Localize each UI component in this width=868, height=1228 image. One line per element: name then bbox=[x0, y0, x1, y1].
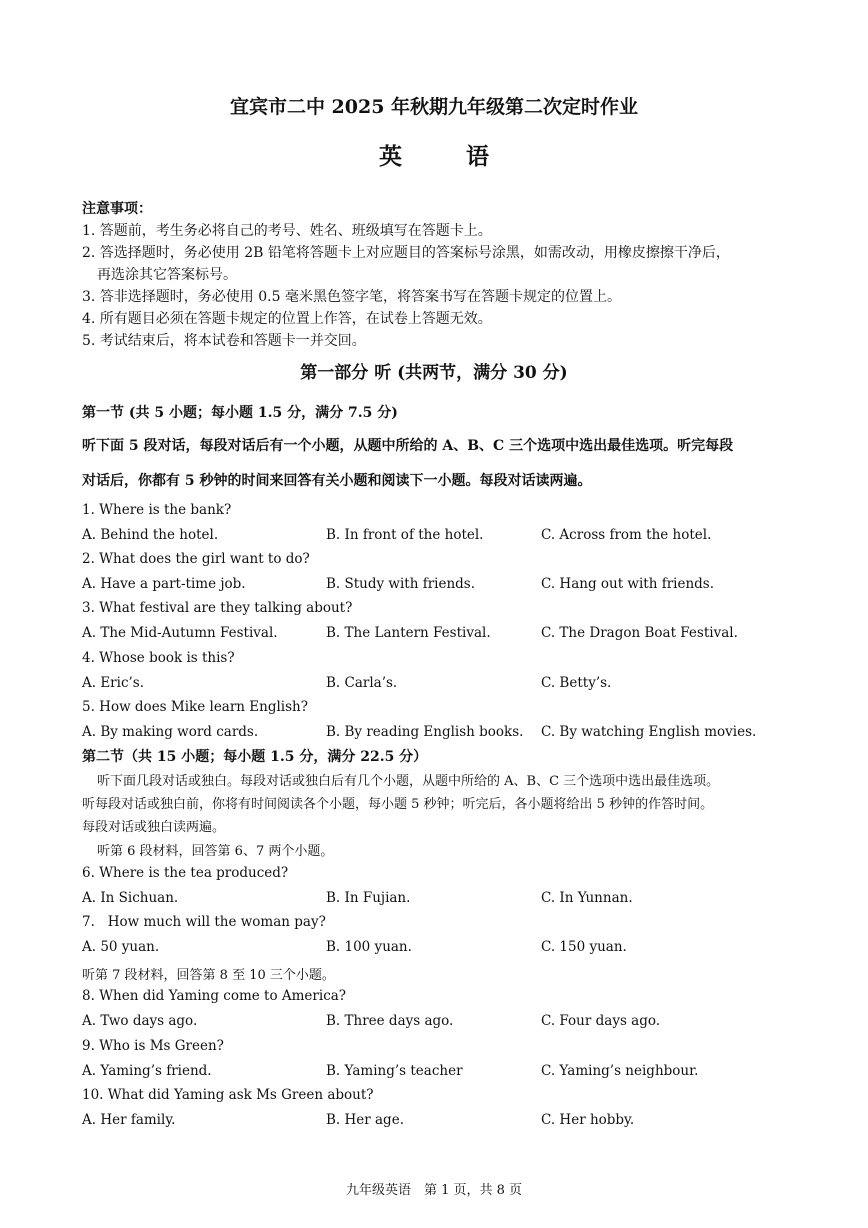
question-stem: 1. Where is the bank? bbox=[82, 502, 232, 518]
option-a: A. Eric’s. bbox=[82, 675, 145, 691]
section-instructions: 对话后，你都有 5 秒钟的时间来回答有关小题和阅读下一小题。每段对话读两遍。 bbox=[82, 473, 592, 489]
question-stem: 2. What does the girl want to do? bbox=[82, 551, 310, 567]
question-stem: 10. What did Yaming ask Ms Green about? bbox=[82, 1087, 374, 1103]
option-b: B. Study with friends. bbox=[326, 576, 476, 592]
option-c: C. Her hobby. bbox=[541, 1112, 635, 1128]
note-item: 2. 答选择题时，务必使用 2B 铅笔将答题卡上对应题目的答案标号涂黑，如需改动，用橡皮擦擦干净后， bbox=[82, 245, 730, 261]
option-b: B. Yaming’s teacher bbox=[326, 1063, 463, 1079]
option-c: C. In Yunnan. bbox=[541, 890, 633, 906]
option-c: C. Across from the hotel. bbox=[541, 527, 712, 543]
section-heading: 第二节（共 15 小题；每小题 1.5 分，满分 22.5 分） bbox=[82, 749, 428, 765]
section-instructions: 听下面 5 段对话，每段对话后有一个小题，从题中所给的 A、B、C 三个选项中选出最佳选项。听完每段 bbox=[82, 438, 734, 454]
subject-title: 英 语 bbox=[378, 143, 517, 170]
material-note: 听第 7 段材料，回答第 8 至 10 三个小题。 bbox=[82, 968, 335, 983]
section-instructions: 听每段对话或独白前，你将有时间阅读各个小题，每小题 5 秒钟；听完后，各小题将给出 5 秒钟的作答时间。 bbox=[82, 797, 714, 812]
section-instructions: 每段对话或独白读两遍。 bbox=[82, 820, 226, 835]
option-b: B. Her age. bbox=[326, 1112, 404, 1128]
option-c: C. Four days ago. bbox=[541, 1013, 661, 1029]
question-stem: 6. Where is the tea produced? bbox=[82, 865, 289, 881]
question-stem: 7. How much will the woman pay? bbox=[82, 914, 326, 930]
option-b: B. In Fujian. bbox=[326, 890, 411, 906]
note-item: 1. 答题前，考生务必将自己的考号、姓名、班级填写在答题卡上。 bbox=[82, 223, 492, 239]
option-a: A. Behind the hotel. bbox=[82, 527, 219, 543]
option-c: C. 150 yuan. bbox=[541, 939, 627, 955]
option-b: B. 100 yuan. bbox=[326, 939, 412, 955]
option-a: A. Yaming’s friend. bbox=[82, 1063, 212, 1079]
note-item: 再选涂其它答案标号。 bbox=[97, 267, 237, 283]
note-item: 5. 考试结束后，将本试卷和答题卡一并交回。 bbox=[82, 333, 366, 349]
page-footer: 九年级英语 第 1 页，共 8 页 bbox=[345, 1183, 523, 1198]
question-stem: 5. How does Mike learn English? bbox=[82, 699, 308, 715]
option-b: B. Three days ago. bbox=[326, 1013, 454, 1029]
option-c: C. The Dragon Boat Festival. bbox=[541, 625, 738, 641]
option-b: B. The Lantern Festival. bbox=[326, 625, 491, 641]
notes-heading: 注意事项： bbox=[82, 201, 152, 217]
option-a: A. By making word cards. bbox=[82, 724, 259, 740]
option-c: C. Yaming’s neighbour. bbox=[541, 1063, 699, 1079]
section-instructions: 听下面几段对话或独白。每段对话或独白后有几个小题，从题中所给的 A、B、C 三个选项中选出最佳选项。 bbox=[97, 774, 720, 789]
option-c: C. By watching English movies. bbox=[541, 724, 757, 740]
option-a: A. 50 yuan. bbox=[82, 939, 160, 955]
option-a: A. Have a part-time job. bbox=[82, 576, 246, 592]
option-a: A. Two days ago. bbox=[82, 1013, 198, 1029]
section-heading: 第一节 (共 5 小题；每小题 1.5 分，满分 7.5 分) bbox=[82, 405, 398, 421]
option-c: C. Hang out with friends. bbox=[541, 576, 715, 592]
note-item: 3. 答非选择题时，务必使用 0.5 毫米黑色签字笔，将答案书写在答题卡规定的位置上。 bbox=[82, 289, 621, 305]
part-title: 第一部分 听 (共两节，满分 30 分) bbox=[300, 363, 568, 383]
option-b: B. By reading English books. bbox=[326, 724, 524, 740]
note-item: 4. 所有题目必须在答题卡规定的位置上作答，在试卷上答题无效。 bbox=[82, 311, 492, 327]
question-stem: 4. Whose book is this? bbox=[82, 650, 235, 666]
option-b: B. In front of the hotel. bbox=[326, 527, 484, 543]
material-note: 听第 6 段材料，回答第 6、7 两个小题。 bbox=[97, 844, 334, 859]
option-a: A. Her family. bbox=[82, 1112, 176, 1128]
question-stem: 3. What festival are they talking about? bbox=[82, 600, 353, 616]
question-stem: 9. Who is Ms Green? bbox=[82, 1038, 224, 1054]
option-c: C. Betty’s. bbox=[541, 675, 612, 691]
option-a: A. In Sichuan. bbox=[82, 890, 179, 906]
exam-title: 宜宾市二中 2025 年秋期九年级第二次定时作业 bbox=[229, 96, 639, 118]
option-b: B. Carla’s. bbox=[326, 675, 398, 691]
option-a: A. The Mid-Autumn Festival. bbox=[82, 625, 278, 641]
question-stem: 8. When did Yaming come to America? bbox=[82, 988, 347, 1004]
